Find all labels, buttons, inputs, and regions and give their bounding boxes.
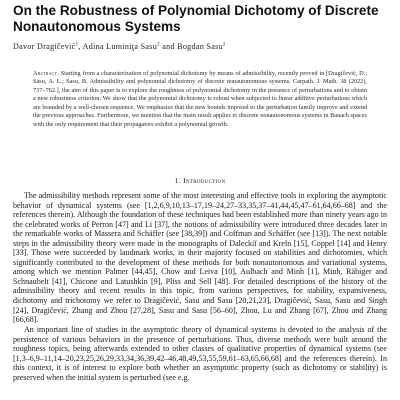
author-name: Adina Luminiţa Sasu (82, 42, 158, 51)
affiliation-marker: 1 (75, 42, 79, 48)
author-name: Bogdan Sasu (177, 42, 223, 51)
affiliation-marker: 2 (157, 42, 160, 48)
paper-title: On the Robustness of Polynomial Dichotomy of Discrete Nonautonomous Systems (13, 3, 379, 34)
author-separator: , (78, 42, 83, 51)
section-heading: 1. Introduction (174, 176, 226, 185)
affiliation-marker: 2 (222, 42, 226, 48)
abstract-text: Starting from a characterization of polynomial dichotomy by means of admissibility, recently proved in [Dragičević, D.; Sasu, A. L.; Sasu, B. Admissibility and polynomial dichotomy of discrete nonautonomous systems. Carpath. J. Math. 38 (2022), 737–762.], the aim of this paper is to explore the roughness of polynomial dichotomy in the presence of perturbations and to obtain a new robustness criterion. We show that the polynomial dichotomy is robust when subjected to linear additive perturbations which are bounded by a well-chosen sequence. We emphasize that the new bounds imposed to the perturbation family improve and extend the previous approaches. Furthermore, we mention that the main result applies to discrete nonautonomous systems in Banach spaces with the only requirement that their propagators exhibit a polynomial growth. (33, 70, 367, 128)
abstract (33, 70, 367, 129)
body-paragraph: An important line of studies in the asymptotic theory of dynamical systems is devoted to the analysis of the persistence of various behaviors in the presence of perturbations. Thus, diverse methods were built around the roughness topics, being afterwards extended to other classes of qualitative properties of dynamical systems (see [1,3–6,9–11,14–20,23,25,26,29,33,34,36,39,42–46,48,49,53,55,59,61–63,65,66,68] and the references therein). In this context, it is of interest to explore both whether an asymptotic property (such as dichotomy or stability) is preserved when the initial system is perturbed (see e.g. (13, 325, 387, 382)
author-line (13, 42, 388, 51)
abstract-heading: Abstract. (33, 70, 59, 77)
body-paragraph: The admissibility methods represent some of the most interesting and effective tools in exploring the asymptotic behavior of dynamical systems (see [1,2,6,9,10,13–17,19–24,27–33,35,37–41,44,45,47–61,64,66–68] and the references therein). Although the foundation of these techniques had been established more than ninety years ago in the celebrated works of Perron [47] and Li [37], the notions of admissibility were introduced three decades later in the remarkable works of Massera and Schäffer (see [38,39]) and Coffman and Schäffer (see [13]). The next notable steps in the admissibility theory were made in the monographs of Daleckiĭ and Kreĭn [15], Coppel [14] and Henry [33]. Those were succeeded by landmark works, in their majority focused on stabilities and dichotomies, which significantly contributed to the development of these methods for both nonautonomous and variational systems, among which we mention Palmer [44,45], Chow and Leiva [10], Aulbach and Minh [1], Minh, Räbiger and Schnaubelt [41], Chicone and Latushkin [9], Pliss and Sell [48]. For detailed descriptions of the history of the admissibility theory and recent results in this topic, from various perspectives, for stability, expansiveness, dichotomy and trichotomy we refer to Dragičević, Sasu and Sasu [20,21,23], Dragičević, Sasu, Sasu and Singh [24], Dragičević, Zhang and Zhou [27,28], Sasu and Sasu [56–60], Zhou, Lu and Zhang [67], Zhou and Zhang [66,68]. (13, 191, 387, 325)
author-name: Davor Dragičević (13, 42, 76, 51)
author-separator: and (159, 42, 178, 51)
